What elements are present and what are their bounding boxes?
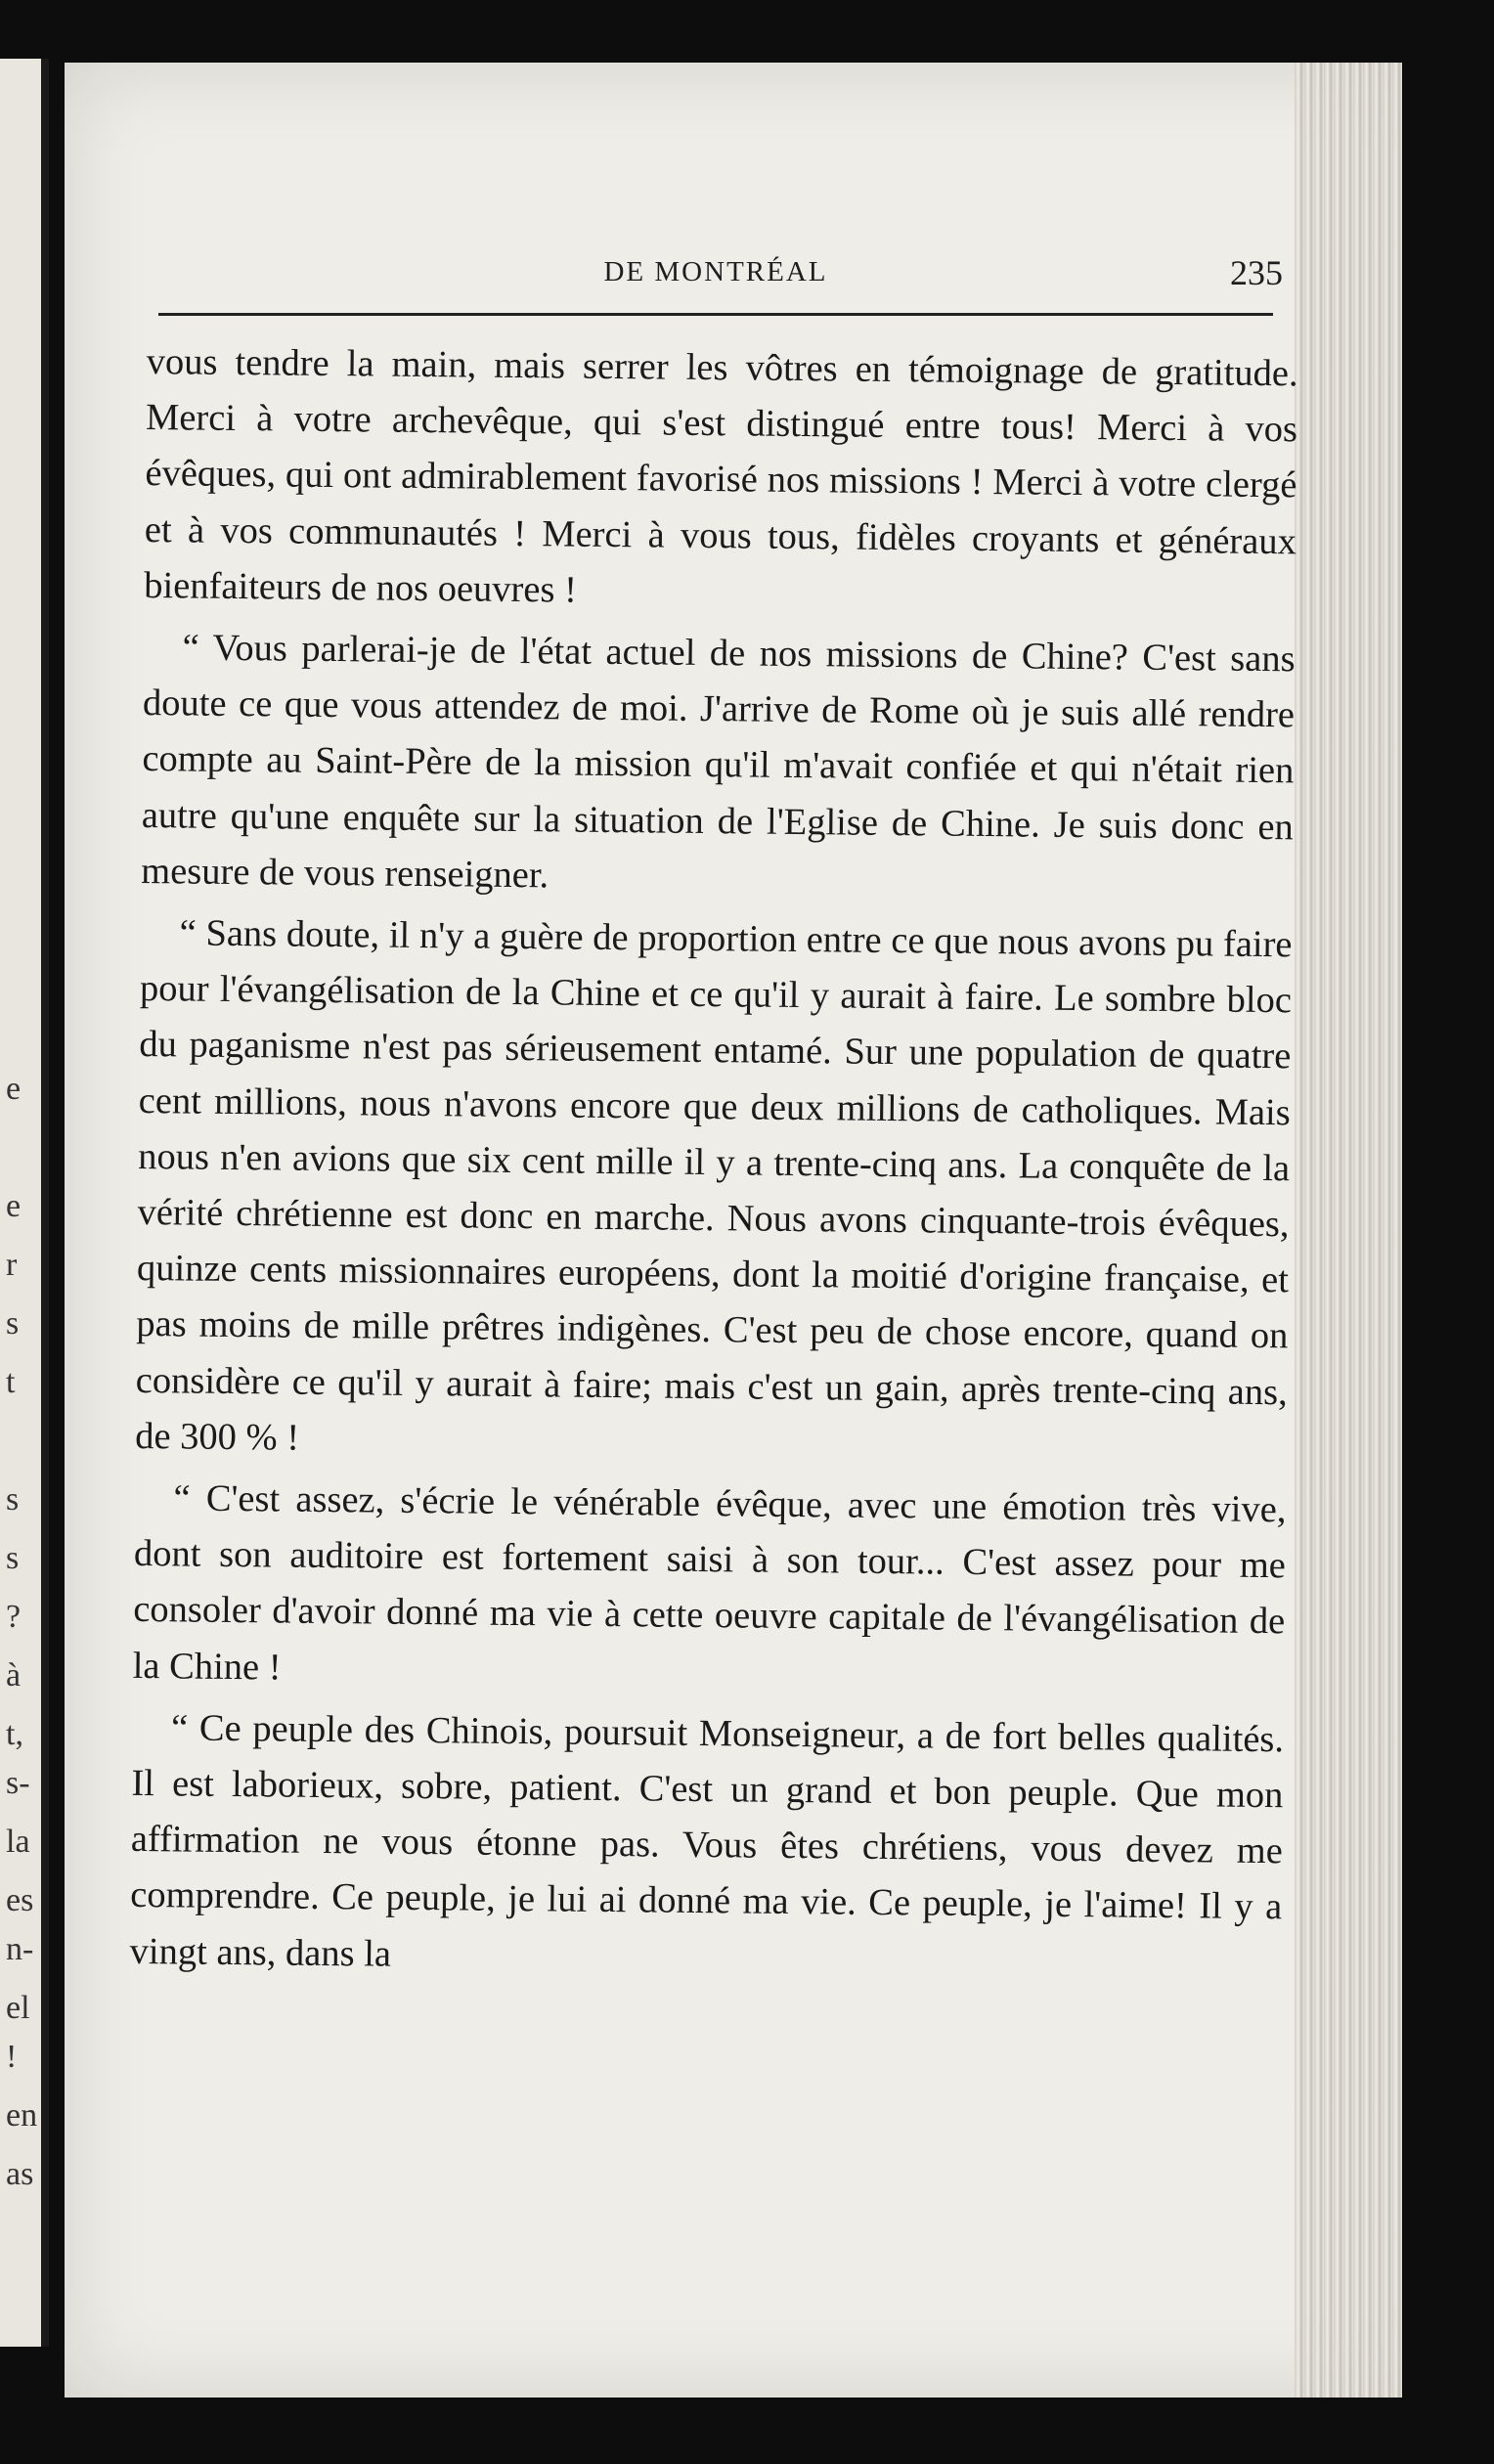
paragraph: “ C'est assez, s'écrie le vénérable évêque, avec une émotion très vive, dont son auditoire est fortement saisi à son tour... C'est assez pour me consoler d'avoir donné ma vie à cette oeuvre capitale de l'évangélisation de la Chine !: [132, 1477, 1287, 1689]
left-page-fragment: as: [6, 2156, 34, 2192]
left-page-fragment: t,: [6, 1716, 23, 1752]
left-page-fragment: s-: [6, 1765, 30, 1801]
page-number: 235: [1230, 253, 1283, 292]
paragraph: vous tendre la main, mais serrer les vôtres en témoignage de gratitude. Merci à votre archevêque, qui s'est distingué entre tous! Merci à vos évêques, qui ont admirablement favorisé nos missions ! Merci à votre clergé et à vos communautés ! Merci à vous tous, fidèles croyants et généraux bienfaiteurs de nos oeuvres !: [144, 340, 1298, 611]
left-page-fragment: el: [6, 1990, 30, 2026]
left-page-fragment: s: [6, 1540, 20, 1576]
left-page-fragment: t: [6, 1364, 16, 1400]
left-page-fragment: es: [6, 1882, 34, 1918]
left-page-fragment: s: [6, 1481, 20, 1518]
left-page-fragment: en: [6, 2097, 38, 2134]
running-head: DE MONTRÉAL: [603, 256, 828, 287]
left-page-fragment: ?: [6, 1599, 22, 1635]
paragraph: “ Vous parlerai-je de l'état actuel de nos missions de Chine? C'est sans doute ce que vous attendez de moi. J'arrive de Rome où je suis allé rendre compte au Saint-Père de la mission qu'il m'avait confiée et qui n'était rien autre qu'une enquête sur la situation de l'Eglise de Chine. Je suis donc en mesure de vous renseigner.: [141, 627, 1296, 897]
left-page-fragment: !: [6, 2039, 18, 2075]
paragraph: “ Ce peuple des Chinois, poursuit Monseigneur, a de fort belles qualités. Il est laborieux, sobre, patient. C'est un grand et bon peuple. Que mon affirmation ne vous étonne pas. Vous êtes chrétiens, vous devez me comprendre. Ce peuple, je lui ai donné ma vie. Ce peuple, je l'aime! Il y a vingt ans, dans la: [129, 1707, 1285, 1975]
paragraph: “ Sans doute, il n'y a guère de proportion entre ce que nous avons pu faire pour l'évangélisation de la Chine et ce qu'il y aurait à faire. Le sombre bloc du paganisme n'est pas sérieusement entamé. Sur une population de quatre cent millions, nous n'avons encore que deux millions de catholiques. Mais nous n'en avions que six cent mille il y a trente-cinq ans. La conquête de la vérité chrétienne est donc en marche. Nous avons cinquante-trois évêques, quinze cents missionnaires européens, dont la moitié d'origine française, et pas moins de mille prêtres indigènes. C'est peu de chose encore, quand on considère ce qu'il y aurait à faire; mais c'est un gain, après trente-cinq ans, de 300 % !: [134, 912, 1293, 1459]
left-page-fragment: la: [6, 1824, 30, 1860]
left-page-fragment: à: [6, 1657, 22, 1694]
left-page-fragment: r: [6, 1247, 18, 1283]
book-page: [65, 63, 1402, 2398]
body-text: [129, 334, 1298, 1998]
left-page-fragment: n-: [6, 1931, 34, 1967]
left-page-fragment: e: [6, 1188, 22, 1224]
page-header: [158, 244, 1283, 316]
adjacent-page-edge: [0, 59, 49, 2347]
page-edges: [1295, 63, 1402, 2398]
left-page-fragment: e: [6, 1071, 22, 1107]
left-page-fragment: s: [6, 1305, 20, 1342]
